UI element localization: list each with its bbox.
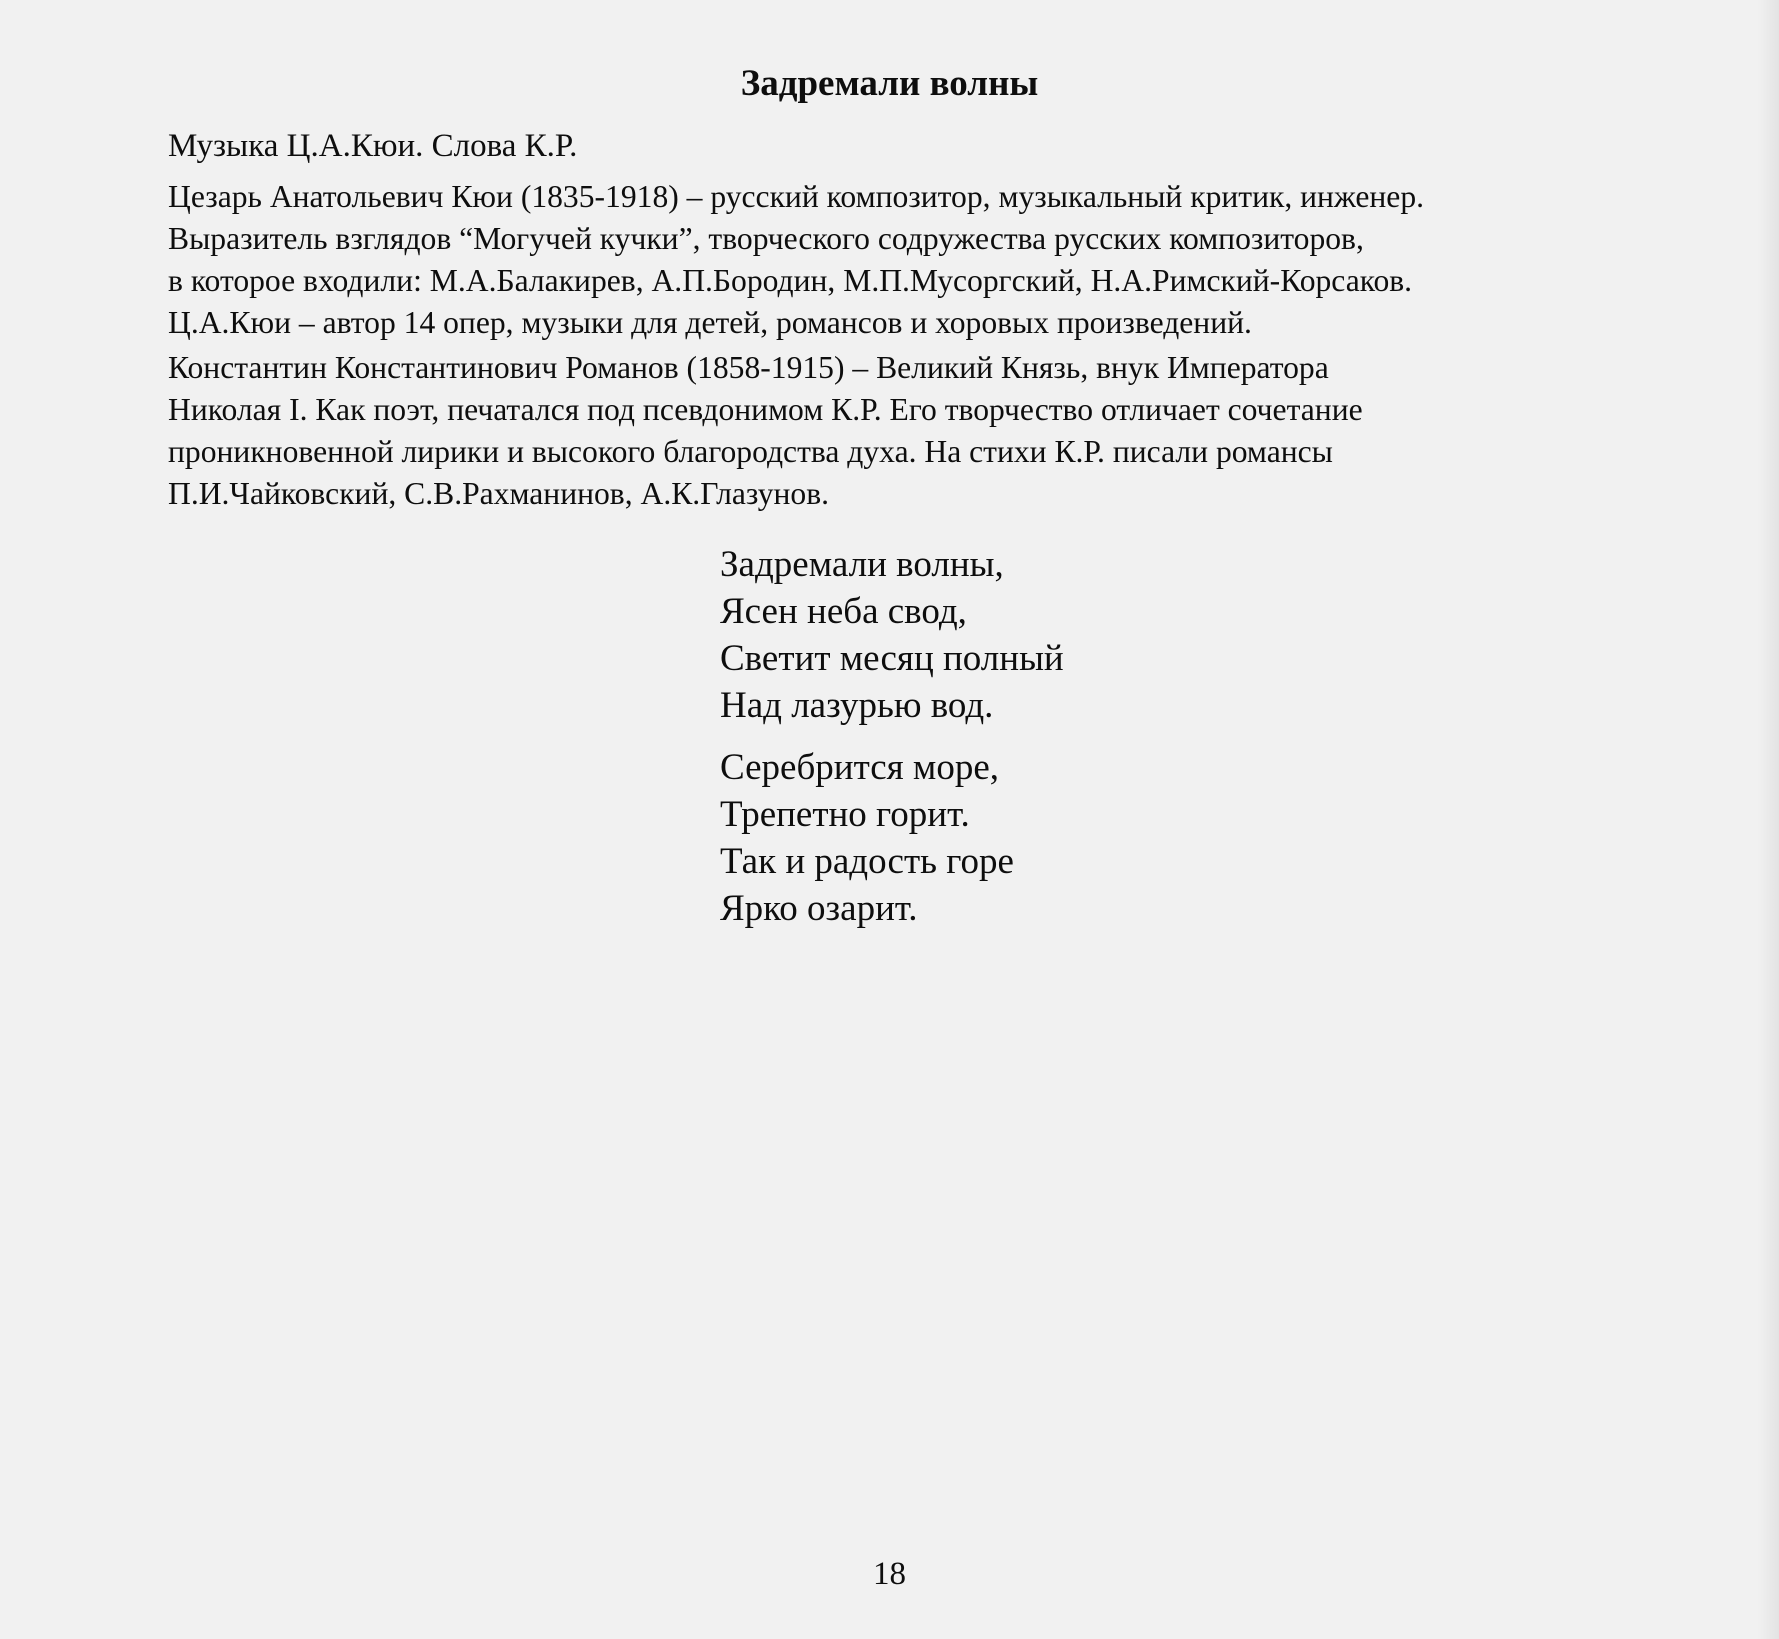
poem-line: Задремали волны, bbox=[720, 544, 1004, 585]
biography-line: Николая I. Как поэт, печатался под псевдонимом К.Р. Его творчество отличает сочетание bbox=[168, 392, 1363, 427]
poem-line: Серебрится море, bbox=[720, 747, 999, 788]
poem-stanza-2 bbox=[720, 744, 1064, 932]
biography-line: проникновенной лирики и высокого благородства духа. На стихи К.Р. писали романсы bbox=[168, 434, 1333, 469]
page-edge-shadow bbox=[1757, 0, 1779, 1639]
song-title: Задремали волны bbox=[740, 63, 1039, 104]
biography-romanov bbox=[168, 347, 1658, 515]
poem-line: Над лазурью вод. bbox=[720, 685, 994, 726]
page-number: 18 bbox=[873, 1556, 906, 1592]
poem-line: Трепетно горит. bbox=[720, 794, 970, 835]
biography-line: Константин Константинович Романов (1858-1915) – Великий Князь, внук Императора bbox=[168, 350, 1329, 385]
biography-line: Выразитель взглядов “Могучей кучки”, творческого содружества русских композиторов, bbox=[168, 221, 1364, 256]
biography-line: Ц.А.Кюи – автор 14 опер, музыки для детей, романсов и хоровых произведений. bbox=[168, 305, 1252, 340]
song-credits: Музыка Ц.А.Кюи. Слова К.Р. bbox=[168, 128, 578, 164]
biography-line: Цезарь Анатольевич Кюи (1835-1918) – русский композитор, музыкальный критик, инженер. bbox=[168, 179, 1425, 214]
biography-line: в которое входили: М.А.Балакирев, А.П.Бородин, М.П.Мусоргский, Н.А.Римский-Корсаков. bbox=[168, 263, 1413, 298]
poem-line: Ясен неба свод, bbox=[720, 591, 967, 632]
poem-line: Светит месяц полный bbox=[720, 638, 1064, 679]
biography-line: П.И.Чайковский, С.В.Рахманинов, А.К.Глазунов. bbox=[168, 476, 830, 511]
poem-line: Так и радость горе bbox=[720, 841, 1014, 882]
poem bbox=[720, 541, 1064, 947]
biography-cui bbox=[168, 176, 1658, 344]
poem-stanza-1 bbox=[720, 541, 1064, 729]
poem-line: Ярко озарит. bbox=[720, 888, 918, 929]
